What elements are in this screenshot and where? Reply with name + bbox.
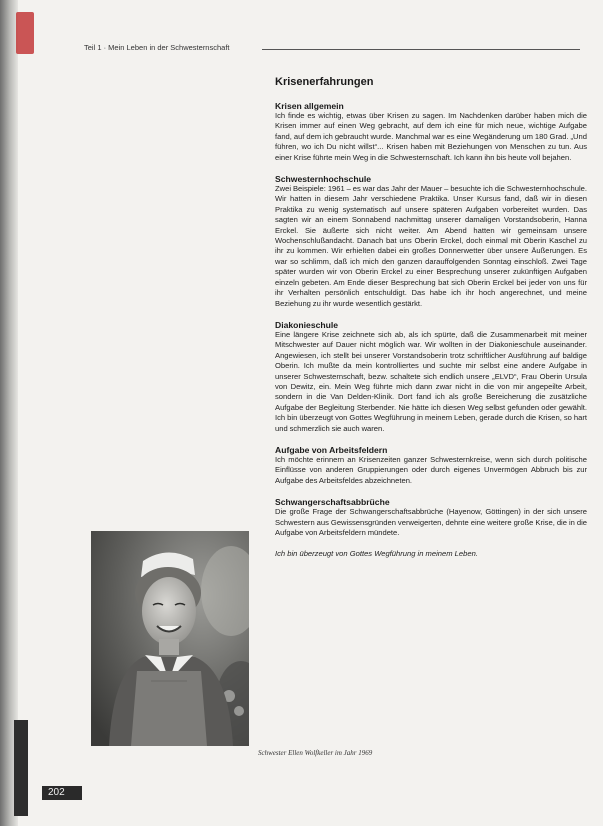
article-title: Krisenerfahrungen [275,76,374,88]
section-heading: Schwangerschaftsabbrüche [275,497,390,508]
section-body: Zwei Beispiele: 1961 – es war das Jahr der Mauer – besuchte ich die Schwesternhochschule. Wir hatten in diesem Jahr verschiedene Praktika. Unser Kursus fand, daß wir in diesen Praktika zu wenig systematisch auf unsere späteren Aufgaben vorbereitet wurden. Das sagten wir an einem Sonnabend nachmittag unserer damaligen Vorstandsoberin, Hanna Erckel. Sie äußerte sich nicht weiter. Am Abend hatten wir gemeinsam unsere Wochenschlußandacht. Danach bat uns Oberin Erckel, doch einmal mit Oberin Kaschel zu ihr zu kommen. Wir erhielten dabei ein großes Donnerwetter über unsere Äußerungen. Es war so schlimm, daß ich mich den ganzen darauffolgenden Sonntag einschloß. Zwei Tage später wurden wir von Oberin Erckel zu einer Besprechung unserer zukünftigen Aufgaben einzeln gebeten. Am Ende dieser Besprechung bat sich Oberin Erckel bei jeder von uns für ihr Verhalten persönlich entschuldigt. Das habe ich ihr hoch angerechnet, und meine Beziehung zu ihr wurde wesentlich gestärkt. [275,184,587,308]
dark-edge-strip [14,720,28,816]
portrait-photo [91,531,249,746]
section-heading: Diakonieschule [275,319,339,330]
section-aufgabe-von-arbeitsfeldern [275,445,587,486]
section-body: Eine längere Krise zeichnete sich ab, als ich spürte, daß die Zusammenarbeit mit meiner Mitschwester auf Dauer nicht möglich war. Wir wollten in der Diakonieschule auseinander. Angewiesen, ich stellt bei unserer Vorstandsoberin trotz schriftlicher Ausführung auf baldige Oberin. Ich mußte da mein kontrolliertes und suchte mir selbst eine andere Aufgabe in unserer Schwesternschaft, bezw. schaltete sich endlich unsere „ELVD“, Frau Oberin Ursula von Dewitz, ein. Mein Weg führte mich dann zwar nicht in die von mir angepeilte Arbeit, sondern in die Van Delden-Klinik. Dort fand ich als große Bereicherung die zusätzliche Aufgabe der Begleitung Sterbender. Nie hätte ich diesen Weg selbst gefunden oder gewählt. Ich bin überzeugt von Gottes Wegführung in meinem Leben, gerade durch die Krisen, so hart und schmerzlich sie auch waren. [275,329,587,433]
section-krisen-allgemein [275,101,587,163]
section-schwesternhochschule [275,174,587,309]
section-heading: Aufgabe von Arbeitsfeldern [275,444,388,455]
closing-line: Ich bin überzeugt von Gottes Wegführung in meinem Leben. [275,549,478,559]
red-tab-marker [16,12,34,54]
photo-caption: Schwester Ellen Wolfkeller im Jahr 1969 [258,749,373,757]
section-body: Ich möchte erinnern an Krisenzeiten ganzer Schwesternkreise, wenn sich durch politische Einflüsse von anderen Gruppierungen oder durch eigenes Unvermögen Abbruch bis zur Aufgabe des Arbeitsfeldes abzeichneten. [275,454,587,485]
section-schwangerschaftsabbrueche [275,497,587,538]
section-body: Die große Frage der Schwangerschaftsabbrüche (Hayenow, Göttingen) in der sich unsere Schwestern aus Gewissensgründen verweigerten, dehnte eine weitere große Krise, die in die Aufgabe von Arbeitsfeldern mündete. [275,507,587,537]
section-heading: Schwesternhochschule [275,174,371,185]
section-diakonieschule [275,320,587,434]
running-head: Teil 1 · Mein Leben in der Schwesternschaft [84,43,230,52]
section-body: Ich finde es wichtig, etwas über Krisen zu sagen. Im Nachdenken darüber haben mich die Krisen immer auf einen Weg gebracht, auf dem ich eine für mich neue, wichtige Aufgabe fand, auf dem ich gebraucht wurde. Manchmal war es eine Wegänderung um 180 Grad. „Und führen, wo ich Du nicht willst“... Krisen haben mit Beziehungen von Menschen zu tun. Aus einer Krise führte mein Weg in die Schwesternschaft. Ich kann ihn bis heute voll bejahen. [275,111,587,162]
page-number: 202 [42,786,82,800]
text-column [275,101,587,560]
header-rule [262,49,580,50]
portrait-photo-drawing [91,531,249,746]
page-binding-shadow [0,0,18,826]
section-heading: Krisen allgemein [275,101,344,111]
